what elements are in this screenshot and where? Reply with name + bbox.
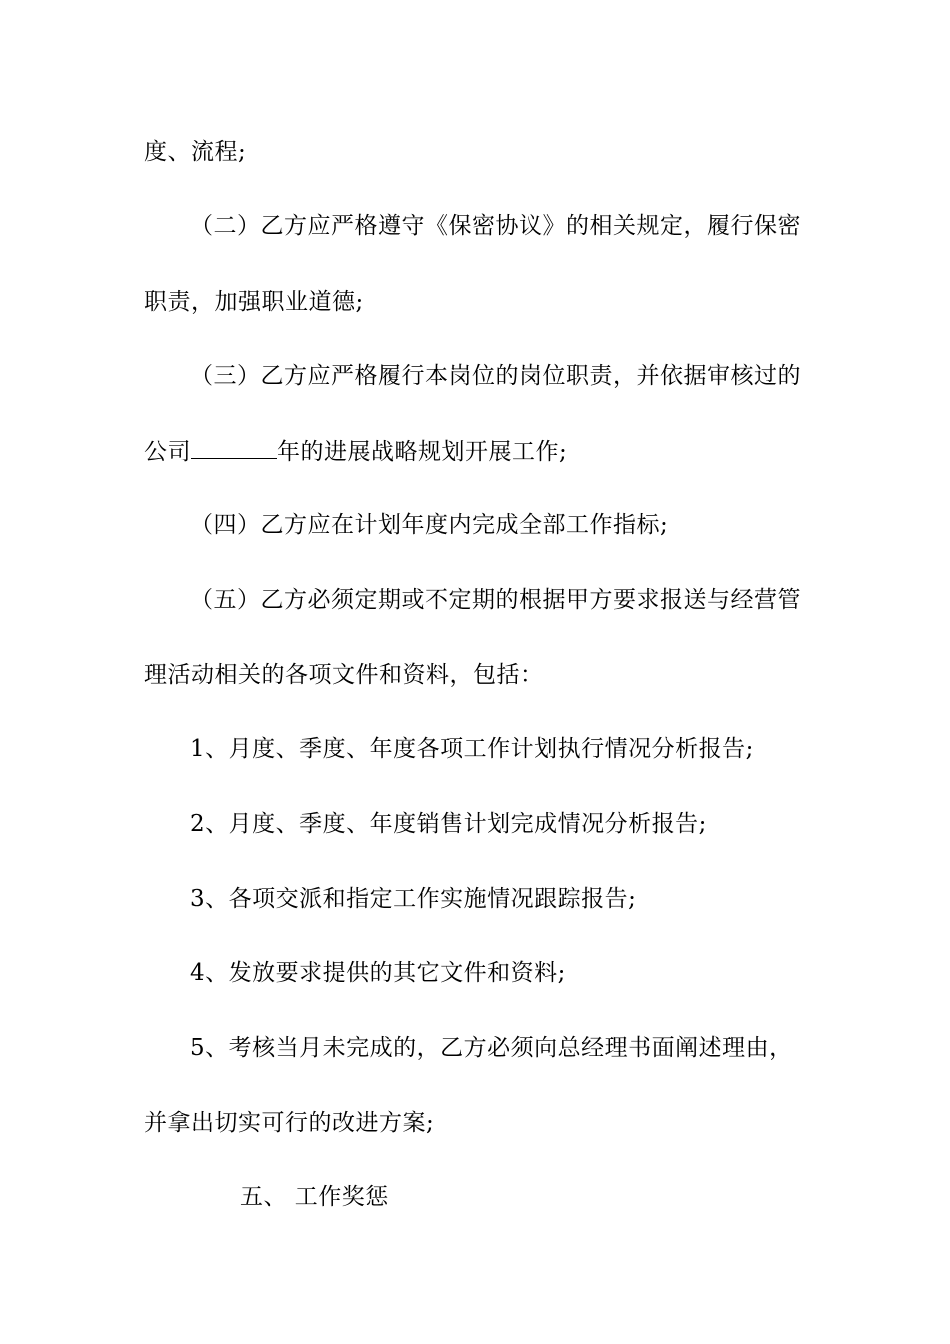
list-item-4: 4、发放要求提供的其它文件和资料; [190,960,566,986]
fill-in-blank[interactable] [191,436,277,459]
clause-3-line-1: （三）乙方应严格履行本岗位的岗位职责，并依据审核过的 [190,363,801,389]
clause-2-line-1: （二）乙方应严格遵守《保密协议》的相关规定，履行保密 [190,213,801,239]
clause-3-line-2 [144,436,567,467]
section-heading: 五、 工作奖惩 [240,1184,389,1210]
list-item-5-line-1: 5、考核当月未完成的，乙方必须向总经理书面阐述理由， [190,1035,793,1061]
clause-2-line-2: 职责，加强职业道德; [144,289,364,315]
company-text: 公司 [144,439,191,465]
list-item-2: 2、月度、季度、年度销售计划完成情况分析报告; [190,811,707,837]
list-item-1: 1、月度、季度、年度各项工作计划执行情况分析报告; [190,736,754,762]
clause-5-line-1: （五）乙方必须定期或不定期的根据甲方要求报送与经营管 [190,587,801,613]
list-item-3: 3、各项交派和指定工作实施情况跟踪报告; [190,886,637,912]
clause-5-line-2: 理活动相关的各项文件和资料，包括： [144,662,544,688]
plan-text: 年的进展战略规划开展工作; [277,439,568,465]
list-item-5-line-2: 并拿出切实可行的改进方案; [144,1110,435,1136]
paragraph-line: 度、流程; [144,139,247,165]
clause-4-line: （四）乙方应在计划年度内完成全部工作指标; [190,512,669,538]
